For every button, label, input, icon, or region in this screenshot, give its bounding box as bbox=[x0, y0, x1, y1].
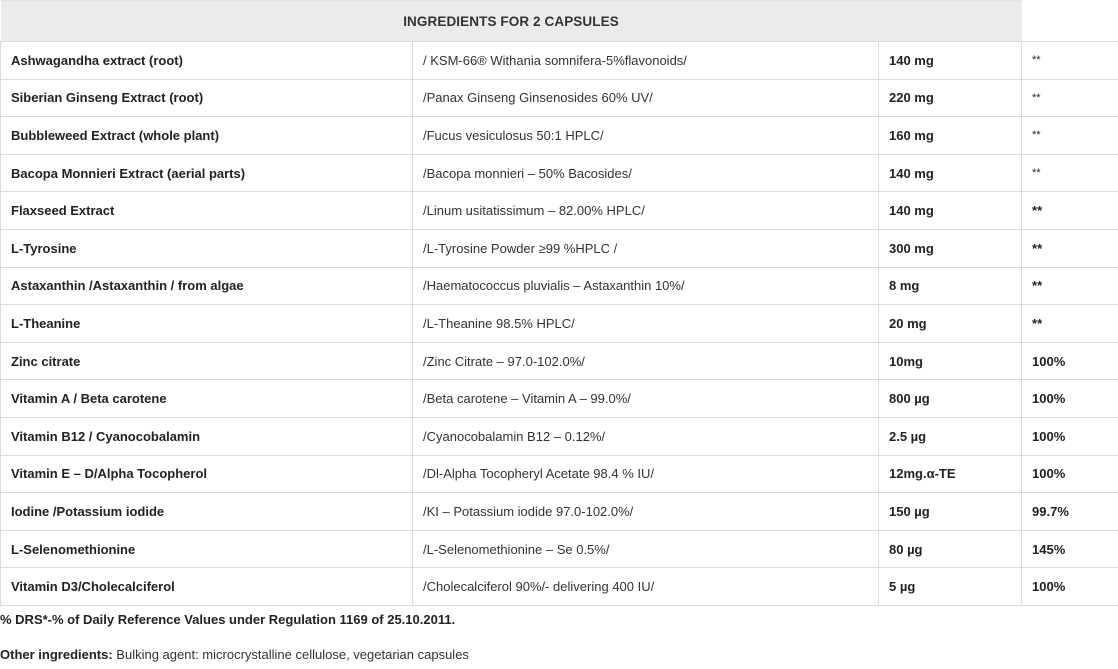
ingredient-amount: 140 mg bbox=[879, 192, 1022, 230]
ingredient-amount: 12mg.α-TE bbox=[879, 455, 1022, 493]
ingredient-drv: 100% bbox=[1022, 417, 1118, 455]
ingredient-source: /Dl-Alpha Tocopheryl Acetate 98.4 % IU/ bbox=[413, 455, 879, 493]
ingredient-name: Bubbleweed Extract (whole plant) bbox=[1, 117, 413, 155]
ingredient-name: Siberian Ginseng Extract (root) bbox=[1, 79, 413, 117]
table-row bbox=[1, 417, 1118, 455]
ingredient-drv: ** bbox=[1022, 117, 1118, 155]
ingredient-amount: 150 µg bbox=[879, 493, 1022, 531]
ingredient-amount: 140 mg bbox=[879, 154, 1022, 192]
table-row bbox=[1, 305, 1118, 343]
ingredient-name: Vitamin D3/Cholecalciferol bbox=[1, 568, 413, 606]
ingredient-drv: ** bbox=[1022, 229, 1118, 267]
table-row bbox=[1, 267, 1118, 305]
drv-footnote: % DRS*-% of Daily Reference Values under Regulation 1169 of 25.10.2011. bbox=[0, 611, 456, 627]
ingredient-source: /Fucus vesiculosus 50:1 HPLC/ bbox=[413, 117, 879, 155]
ingredients-table-body bbox=[1, 42, 1118, 606]
ingredient-name: Vitamin A / Beta carotene bbox=[1, 380, 413, 418]
table-row bbox=[1, 192, 1118, 230]
ingredient-drv: ** bbox=[1022, 79, 1118, 117]
table-header-row bbox=[1, 1, 1118, 42]
ingredient-amount: 20 mg bbox=[879, 305, 1022, 343]
ingredient-drv: 100% bbox=[1022, 568, 1118, 606]
ingredient-source: /Bacopa monnieri – 50% Bacosides/ bbox=[413, 154, 879, 192]
ingredient-name: L-Selenomethionine bbox=[1, 530, 413, 568]
table-row bbox=[1, 42, 1118, 80]
ingredient-source: /L-Theanine 98.5% HPLC/ bbox=[413, 305, 879, 343]
ingredient-source: /L-Tyrosine Powder ≥99 %HPLC / bbox=[413, 229, 879, 267]
ingredient-name: Vitamin E – D/Alpha Tocopherol bbox=[1, 455, 413, 493]
table-row bbox=[1, 154, 1118, 192]
ingredient-name: Flaxseed Extract bbox=[1, 192, 413, 230]
ingredient-amount: 10mg bbox=[879, 342, 1022, 380]
ingredient-amount: 140 mg bbox=[879, 42, 1022, 80]
ingredient-amount: 8 mg bbox=[879, 267, 1022, 305]
table-title: INGREDIENTS FOR 2 CAPSULES bbox=[1, 1, 1022, 42]
ingredient-source: /Cholecalciferol 90%/- delivering 400 IU/ bbox=[413, 568, 879, 606]
ingredient-drv: ** bbox=[1022, 42, 1118, 80]
ingredient-name: L-Tyrosine bbox=[1, 229, 413, 267]
table-row bbox=[1, 79, 1118, 117]
ingredient-source: /Linum usitatissimum – 82.00% HPLC/ bbox=[413, 192, 879, 230]
ingredient-amount: 220 mg bbox=[879, 79, 1022, 117]
table-row bbox=[1, 380, 1118, 418]
ingredient-name: Zinc citrate bbox=[1, 342, 413, 380]
ingredient-name: Iodine /Potassium iodide bbox=[1, 493, 413, 531]
ingredient-drv: ** bbox=[1022, 267, 1118, 305]
table-row bbox=[1, 455, 1118, 493]
table-row bbox=[1, 530, 1118, 568]
other-ingredients-label: Other ingredients: bbox=[0, 646, 113, 662]
ingredient-drv: ** bbox=[1022, 192, 1118, 230]
ingredient-name: Vitamin B12 / Cyanocobalamin bbox=[1, 417, 413, 455]
table-row bbox=[1, 342, 1118, 380]
ingredient-drv: ** bbox=[1022, 305, 1118, 343]
ingredient-source: /Beta carotene – Vitamin A – 99.0%/ bbox=[413, 380, 879, 418]
ingredient-name: Bacopa Monnieri Extract (aerial parts) bbox=[1, 154, 413, 192]
ingredient-amount: 300 mg bbox=[879, 229, 1022, 267]
table-row bbox=[1, 493, 1118, 531]
ingredient-amount: 800 µg bbox=[879, 380, 1022, 418]
ingredient-amount: 2.5 µg bbox=[879, 417, 1022, 455]
ingredient-name: Astaxanthin /Astaxanthin / from algae bbox=[1, 267, 413, 305]
other-ingredients bbox=[0, 647, 1118, 662]
ingredient-source: /L-Selenomethionine – Se 0.5%/ bbox=[413, 530, 879, 568]
ingredient-amount: 80 µg bbox=[879, 530, 1022, 568]
ingredient-source: /Zinc Citrate – 97.0-102.0%/ bbox=[413, 342, 879, 380]
ingredient-source: /Cyanocobalamin B12 – 0.12%/ bbox=[413, 417, 879, 455]
ingredient-source: / KSM-66® Withania somnifera-5%flavonoids/ bbox=[413, 42, 879, 80]
ingredient-name: Ashwagandha extract (root) bbox=[1, 42, 413, 80]
ingredient-drv: 99.7% bbox=[1022, 493, 1118, 531]
ingredient-amount: 5 µg bbox=[879, 568, 1022, 606]
ingredient-source: /KI – Potassium iodide 97.0-102.0%/ bbox=[413, 493, 879, 531]
ingredient-amount: 160 mg bbox=[879, 117, 1022, 155]
ingredient-drv: ** bbox=[1022, 154, 1118, 192]
table-row bbox=[1, 568, 1118, 606]
other-ingredients-value: Bulking agent: microcrystalline cellulose, vegetarian capsules bbox=[112, 646, 469, 662]
ingredient-drv: 100% bbox=[1022, 455, 1118, 493]
ingredient-source: /Panax Ginseng Ginsenosides 60% UV/ bbox=[413, 79, 879, 117]
table-header-blank bbox=[1022, 1, 1118, 42]
table-row bbox=[1, 117, 1118, 155]
ingredient-drv: 145% bbox=[1022, 530, 1118, 568]
ingredient-drv: 100% bbox=[1022, 380, 1118, 418]
ingredient-drv: 100% bbox=[1022, 342, 1118, 380]
ingredient-source: /Haematococcus pluvialis – Astaxanthin 10%/ bbox=[413, 267, 879, 305]
ingredient-name: L-Theanine bbox=[1, 305, 413, 343]
table-row bbox=[1, 229, 1118, 267]
